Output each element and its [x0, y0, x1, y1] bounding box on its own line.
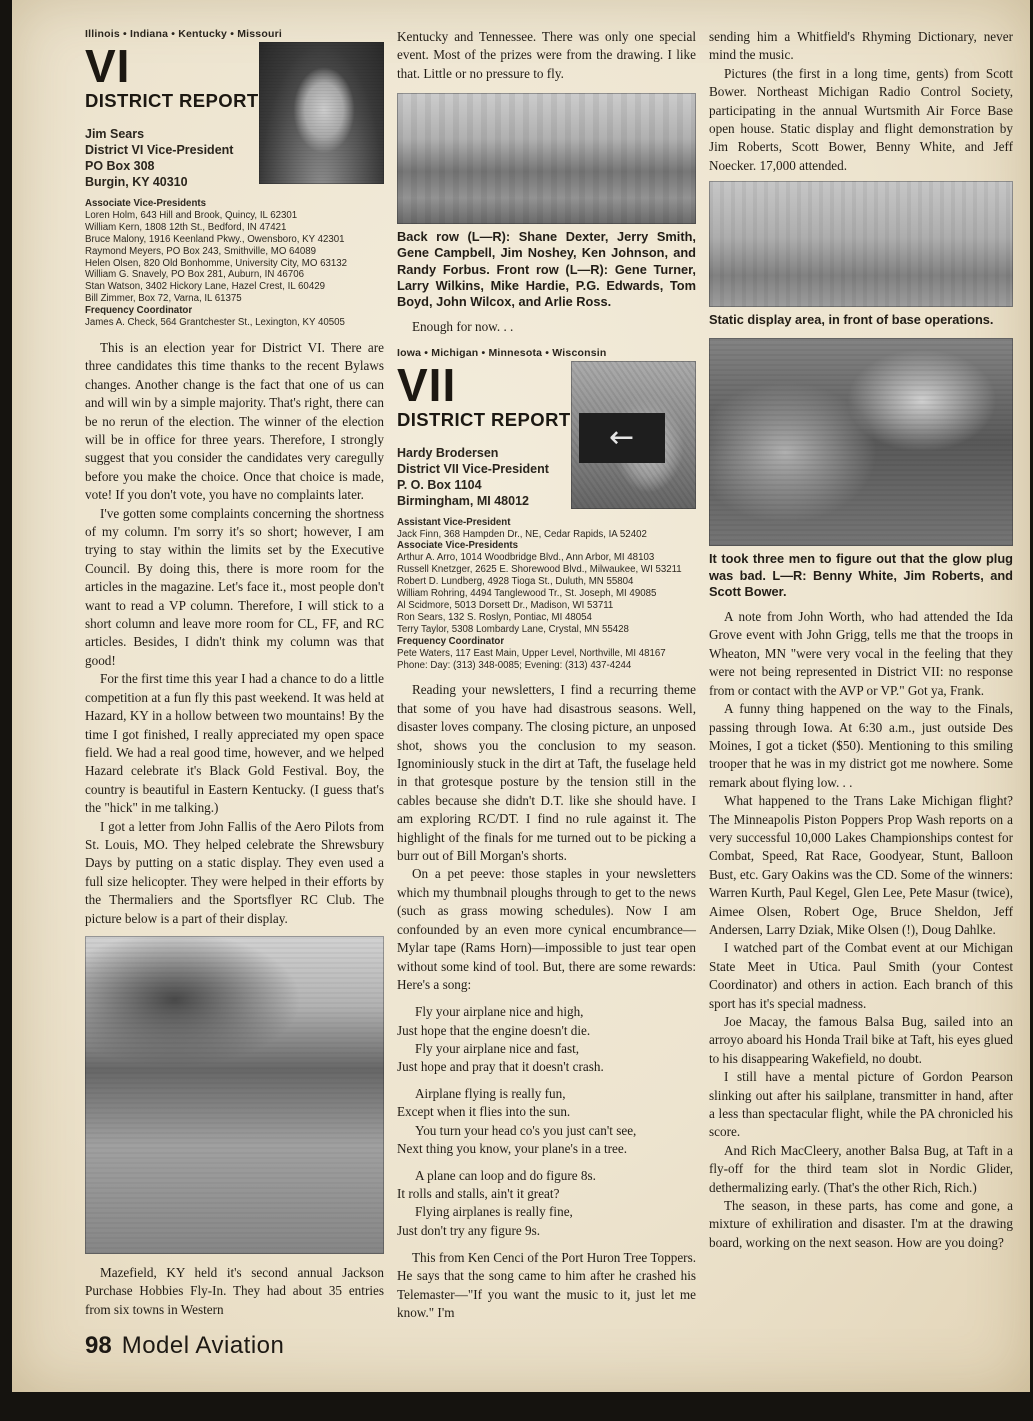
freq-coordinator-heading: Frequency Coordinator: [85, 305, 193, 317]
song-line: Except when it flies into the sun.: [397, 1104, 571, 1120]
body-paragraph: A note from John Worth, who had attended the Ida Grove event with John Grigg, tells me that the troops in Wheaton, MN "were very vocal in the feeling that they were not being represented in District VII: no response from or contact with the AVP or VP." Got ya, Frank.: [709, 609, 1013, 698]
district6-number: VI: [85, 40, 131, 92]
body-paragraph: What happened to the Trans Lake Michigan flight? The Minneapolis Piston Poppers Prop Wash reports on a very successful 10,000 Lakes Championships contest for Combat, Speed, Rat Race, Goodyear, Stunt, Balloon Bust, etc. Gary Oakins was the CD. Some of the winners: Warren Kurth, Paul Kegel, Glen Lee, Pete Masur (twice), Aimee Olsen, Robert Oge, Bruce Sheldon, Jeff Andersen, Larry Dziak, Mike Olsen (!), Doug Dahlke.: [709, 793, 1013, 937]
district6-title: DISTRICT REPORT: [85, 90, 259, 111]
static-display-caption: Static display area, in front of base operations.: [709, 312, 994, 328]
officer-address2: Burgin, KY 40310: [85, 175, 188, 189]
column-3: [709, 28, 1013, 1322]
roster-entry: Bill Zimmer, Box 72, Varna, IL 61375: [85, 293, 242, 305]
roster-entry: Raymond Meyers, PO Box 243, Smithville, MO 64089: [85, 245, 316, 257]
left-arrow-icon: ←: [608, 419, 635, 455]
body-paragraph: I've gotten some complaints concerning the shortness of my column. I'm sorry it's so short; however, I am trying to stay within the limits set by the Executive Council. By doing this, there is more room for the articles in the magazine. Let's face it., most people don't want to read a VP column. Therefore, I will stick to a short column and leave more room for CL, FF, and RC articles. Besides, I didn't think my column was that good!: [85, 505, 384, 668]
officer-role: District VII Vice-President: [397, 461, 549, 476]
district7-roster: [397, 517, 696, 672]
shrewsbury-display-photo: [85, 936, 384, 1254]
roster-entry: Pete Waters, 117 East Main, Upper Level, Northville, MI 48167: [397, 647, 666, 659]
roster-entry: Jack Finn, 368 Hampden Dr., NE, Cedar Rapids, IA 52402: [397, 528, 647, 540]
district7-officer-block: [397, 445, 571, 509]
body-paragraph: Mazefield, KY held it's second annual Jackson Purchase Hobbies Fly-In. They had about 35 entries from six towns in Western: [85, 1264, 384, 1317]
freq-coordinator-heading: Frequency Coordinator: [397, 635, 505, 647]
roster-entry: Al Scidmore, 5013 Dorsett Dr., Madison, WI 53711: [397, 599, 614, 611]
roster-entry: Terry Taylor, 5308 Lombardy Lane, Crystal, MN 55428: [397, 623, 629, 635]
page-content: [85, 28, 1013, 1322]
hardy-brodersen-photo: [571, 361, 696, 509]
body-paragraph: The season, in these parts, has come and gone, a mixture of exhiliration and disaster. I'm at the drawing board, working on the next season. How are you doing?: [709, 1198, 1013, 1250]
roster-entry: Helen Olsen, 820 Old Bonhomme, University City, MO 63132: [85, 257, 348, 269]
page-footer: [85, 1332, 284, 1360]
roster-entry: Russell Knetzger, 2625 E. Shorewood Blvd., Milwaukee, WI 53211: [397, 564, 682, 576]
roster-entry: Ron Sears, 132 S. Roslyn, Pontiac, MI 48054: [397, 611, 592, 623]
roster-entry: Arthur A. Arro, 1014 Woodbridge Blvd., Ann Arbor, MI 48103: [397, 552, 655, 564]
officer-name: Hardy Brodersen: [397, 445, 499, 460]
district7-header: [397, 358, 696, 509]
magazine-page: [12, 0, 1030, 1392]
song-line: Fly your airplane nice and fast,: [415, 1040, 580, 1056]
district6-states: Illinois • Indiana • Kentucky • Missouri: [85, 28, 282, 40]
roster-entry: James A. Check, 564 Grantchester St., Lexington, KY 40505: [85, 317, 345, 329]
column-2: [397, 28, 696, 1322]
body-paragraph: sending him a Whitfield's Rhyming Dictionary, never mind the music.: [709, 29, 1013, 63]
song-line: Just hope that the engine doesn't die.: [397, 1022, 591, 1038]
song-line: Fly your airplane nice and high,: [415, 1004, 584, 1020]
body-paragraph: I watched part of the Combat event at our Michigan State Meet in Utica. Paul Smith (your Contest Coordinator) and others in action. Each branch of this sport has it's special madness.: [709, 940, 1013, 1011]
song-stanza: [397, 1085, 696, 1158]
song-stanza: [397, 1167, 696, 1240]
assoc-vp-heading: Associate Vice-Presidents: [85, 198, 206, 209]
district7-number: VII: [397, 358, 457, 411]
magazine-title: Model Aviation: [121, 1332, 285, 1359]
song-line: Next thing you know, your plane's in a tree.: [397, 1140, 628, 1156]
officer-role: District VI Vice-President: [85, 143, 234, 157]
assoc-vp-heading: Associate Vice-Presidents: [397, 540, 518, 552]
roster-entry: William Rohring, 4494 Tanglewood Tr., St. Joseph, MI 49085: [397, 588, 657, 600]
glow-plug-photo: [709, 338, 1013, 546]
group-photo-caption: Back row (L—R): Shane Dexter, Jerry Smith, Gene Campbell, Jim Noshey, Ken Johnson, and Randy Forbus. Front row (L—R): Gene Turner, Larry Wilkins, Mike Hardie, P.G. Edwards, Tom Boyd, John Wilcox, and Arlie Ross.: [397, 229, 696, 310]
jim-sears-photo: [259, 42, 384, 184]
officer-name: Jim Sears: [85, 127, 145, 141]
officer-address1: PO Box 308: [85, 159, 155, 173]
body-paragraph: Reading your newsletters, I find a recurring theme that some of you have had disastrous seasons. Well, disaster loves company. The closing picture, an unposed shot, shows you the conclusion to my season. Ignominiously stuck in the dirt at Taft, the fuselage held in that grotesque posture by the tension still in the cables because she didn't D.T. like she should have. I am exploring RC/DT. I find no rule against it. The highlight of the finals for me turned out to be picking a burr out of Bill Morgan's shorts.: [397, 682, 696, 864]
district6-roster: [85, 198, 384, 329]
asst-vp-heading: Assistant Vice-President: [397, 516, 511, 528]
song-line: You turn your head co's you just can't see,: [415, 1122, 637, 1138]
body-paragraph: Joe Macay, the famous Balsa Bug, sailed into an arroyo aboard his Honda Trail bike at Taft, his eyes glued to his disappearing Wakefield, no doubt.: [709, 1014, 1013, 1066]
body-paragraph: On a pet peeve: those staples in your newsletters which my thumbnail ploughs through to get to the news (such as grass mowing schedules). Now I am confounded by an even more cynical encumbrance—Mylar tape (Rams Horn)—impossible to just tear open without some kind of tool. But, there are some rewards: Here's a song:: [397, 866, 696, 992]
body-paragraph: For the first time this year I had a chance to do a little competition at a fun fly this past weekend. It was held at Hazard, KY in a hollow between two mountains! By the time I got finished, I really appreciated my open space field. We had a real good time, however, and we helped Hazard celebrate it's Black Gold Festival. Boy, the country is beautiful in Eastern Kentucky. (I guess that's the "hick" in me talking.): [85, 671, 384, 816]
column-1: [85, 28, 384, 1322]
district6-officer-block: [85, 126, 259, 190]
roster-phone: Phone: Day: (313) 348-0085; Evening: (313) 437-4244: [397, 659, 632, 671]
song-line: Just hope and pray that it doesn't crash.: [397, 1058, 604, 1074]
roster-entry: William Kern, 1808 12th St., Bedford, IN 47421: [85, 221, 287, 233]
body-paragraph: This from Ken Cenci of the Port Huron Tree Toppers. He says that the song came to him after he crashed his Telemaster—"If you want the music to it, just let me know." I'm: [397, 1249, 696, 1320]
officer-address1: P. O. Box 1104: [397, 477, 482, 492]
body-paragraph: A funny thing happened on the way to the Finals, passing through Iowa. At 6:30 a.m., just outside Des Moines, I got a ticket ($50). Mentioning to this smiling trooper that he was in my district got me nowhere. Some remark about flying low. . .: [709, 701, 1013, 790]
officer-address2: Birmingham, MI 48012: [397, 493, 529, 508]
closing-line: Enough for now. . .: [412, 319, 514, 335]
district7-title: DISTRICT REPORT: [397, 408, 571, 430]
song-line: A plane can loop and do figure 8s.: [415, 1167, 596, 1183]
page-number: 98: [85, 1332, 112, 1359]
body-paragraph: Pictures (the first in a long time, gents) from Scott Bower. Northeast Michigan Radio Control Society, participating in the annual Wurtsmith Air Force Base open house. Static display and flight demonstration by Jim Roberts, Scott Bower, Benny White, and Jeff Noecker. 17,000 attended.: [709, 65, 1013, 173]
body-paragraph: This is an election year for District VI. There are three candidates this time thanks to the recent Bylaws changes. Another change is the fact that one of us can and will win by a simple majority. That's right, there can be no rerun of the election. The winner of the election will be in office for three years. Therefore, I strongly suggest that you consider the candidates very caregully before you make the choice. Once that choice is made, vote! If you don't vote, you have no complaints later.: [85, 339, 384, 503]
group-photo: [397, 93, 696, 224]
roster-entry: Robert D. Lundberg, 4928 Tioga St., Duluth, MN 55804: [397, 576, 634, 588]
roster-entry: William G. Snavely, PO Box 281, Auburn, IN 46706: [85, 269, 304, 281]
song-line: Flying airplanes is really fine,: [415, 1204, 573, 1220]
photo-arrow-overlay: [579, 413, 665, 463]
district6-header: [85, 42, 384, 190]
song-line: Airplane flying is really fun,: [415, 1086, 566, 1102]
body-paragraph: And Rich MacCleery, another Balsa Bug, at Taft in a fly-off for the third team slot in Nordic Glider, dethermalizing early. (That's the other Rich, Rich.): [709, 1142, 1013, 1195]
glow-plug-caption: It took three men to figure out that the glow plug was bad. L—R: Benny White, Jim Roberts, and Scott Bower.: [709, 551, 1013, 599]
song-stanza: [397, 1003, 696, 1076]
static-display-photo: [709, 181, 1013, 307]
roster-entry: Stan Watson, 3402 Hickory Lane, Hazel Crest, IL 60429: [85, 281, 325, 293]
district7-states: Iowa • Michigan • Minnesota • Wisconsin: [397, 346, 607, 359]
roster-entry: Bruce Malony, 1916 Keenland Pkwy., Owensboro, KY 42301: [85, 233, 345, 245]
song-line: It rolls and stalls, ain't it great?: [397, 1186, 560, 1202]
roster-entry: Loren Holm, 643 Hill and Brook, Quincy, IL 62301: [85, 209, 298, 221]
body-paragraph: I still have a mental picture of Gordon Pearson slinking out after his sailplane, transmitter in hand, after a less than spectacular flight, while the PA chronicled his score.: [709, 1069, 1013, 1140]
body-paragraph: Kentucky and Tennessee. There was only one special event. Most of the prizes were from the drawing. I like that. Little or no pressure to fly.: [397, 29, 696, 81]
song-line: Just don't try any figure 9s.: [397, 1222, 541, 1238]
body-paragraph: I got a letter from John Fallis of the Aero Pilots from St. Louis, MO. They helped celebrate the Shrewsbury Days by putting on a static display. They even used a full size helicopter. They were helped in their efforts by the Thermaliers and the Sportsflyer RC Club. The picture below is a part of their display.: [85, 818, 384, 926]
